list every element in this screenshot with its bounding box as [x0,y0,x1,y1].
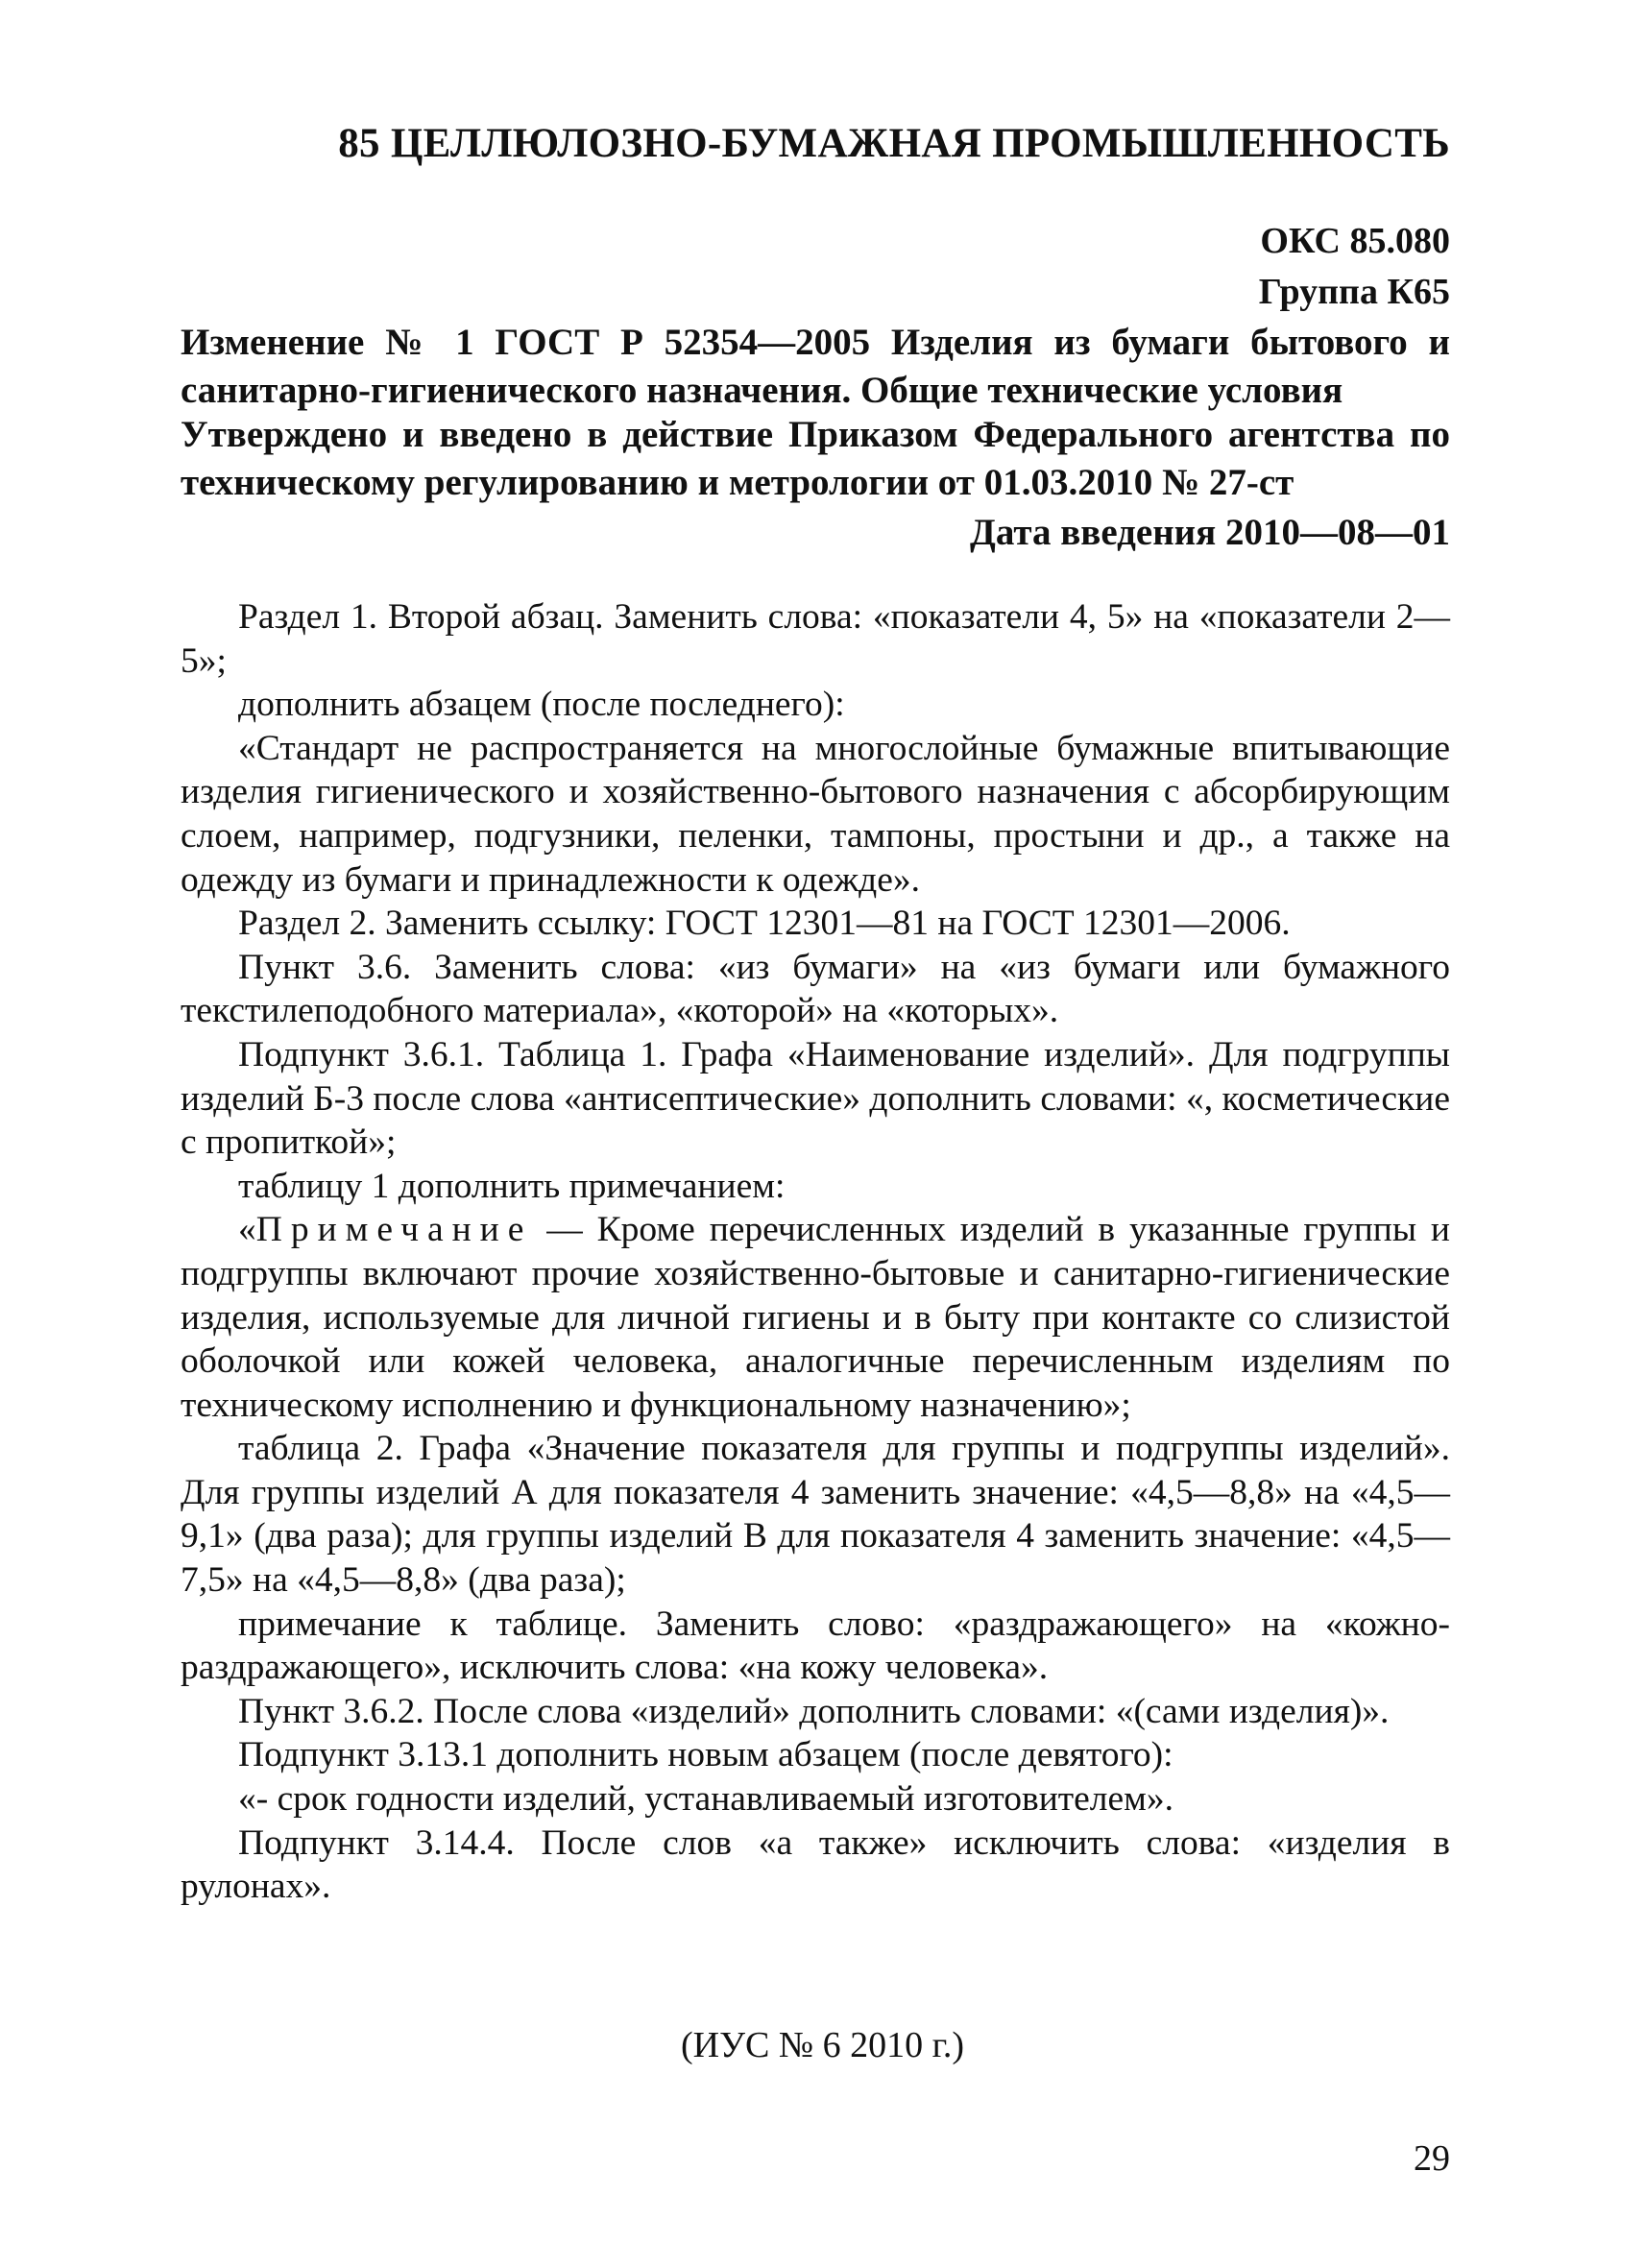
paragraph: примечание к таблице. Заменить слово: «раздражающего» на «кожно-раздражающего», исключить слова: «на кожу человека». [181,1604,1450,1688]
classification-block [1259,216,1450,318]
amendment-title: Изменение № 1 ГОСТ Р 52354—2005 Изделия из бумаги бытового и санитарно-гигиенического назначения. Общие технические условия [181,322,1450,411]
paragraph: таблицу 1 дополнить примечанием: [238,1166,786,1206]
page-number: 29 [1414,2138,1450,2179]
paragraph: таблица 2. Графа «Значение показателя для группы и подгруппы изделий». Для группы изделий А для показателя 4 заменить значение: «4,5—8,8» на «4,5—9,1» (два раза); для группы изделий В для показателя 4 заменить значение: «4,5—7,5» на «4,5—8,8» (два раза); [181,1429,1450,1601]
note-label: Примечание [255,1210,533,1250]
amendment-body [181,595,1450,1909]
effective-date: Дата введения 2010—08—01 [970,512,1450,553]
approval-statement: Утверждено и введено в действие Приказом Федерального агентства по техническому регулированию и метрологии от 01.03.2010 № 27-ст [181,414,1450,503]
note-text: — Кроме перечисленных изделий в указанные группы и подгруппы включают прочие хозяйственно-бытовые и санитарно-гигиенические изделия, используемые для личной гигиены и в быту при контакте со слизистой оболочкой или кожей человека, аналогичные перечисленным изделиям по техническому исполнению и функциональному назначению»; [181,1210,1450,1425]
group-code: Группа К65 [1258,272,1450,312]
paragraph: Подпункт 3.6.1. Таблица 1. Графа «Наименование изделий». Для подгруппы изделий Б-3 после слова «антисептические» дополнить словами: «, косметические с пропиткой»; [181,1034,1450,1163]
paragraph: Раздел 2. Заменить ссылку: ГОСТ 12301—81 на ГОСТ 12301—2006. [238,904,1291,944]
paragraph: «- срок годности изделий, устанавливаемый изготовителем». [238,1779,1174,1820]
note-paragraph [181,1208,1450,1427]
oks-code: ОКС 85.080 [1260,221,1450,261]
publication-source: (ИУС № 6 2010 г.) [680,2025,965,2065]
section-title: 85 ЦЕЛЛЮЛОЗНО-БУМАЖНАЯ ПРОМЫШЛЕННОСТЬ [338,121,1450,166]
paragraph: «Стандарт не распространяется на многослойные бумажные впитывающие изделия гигиенического и хозяйственно-бытового назначения с абсорбирующим слоем, например, подгузники, пеленки, тампоны, простыни и др., а также на одежду из бумаги и принадлежности к одежде». [181,728,1450,900]
paragraph: дополнить абзацем (после последнего): [238,685,845,725]
paragraph: Подпункт 3.14.4. После слов «а также» исключить слова: «изделия в рулонах». [181,1822,1450,1907]
paragraph: Раздел 1. Второй абзац. Заменить слова: «показатели 4, 5» на «показатели 2—5»; [181,597,1450,681]
paragraph: Пункт 3.6.2. После слова «изделий» дополнить словами: «(сами изделия)». [238,1691,1390,1731]
paragraph: Пункт 3.6. Заменить слова: «из бумаги» на «из бумаги или бумажного текстилеподобного материала», «которой» на «которых». [181,947,1450,1031]
quote-mark: « [238,1210,256,1250]
paragraph: Подпункт 3.13.1 дополнить новым абзацем (после девятого): [238,1735,1173,1775]
